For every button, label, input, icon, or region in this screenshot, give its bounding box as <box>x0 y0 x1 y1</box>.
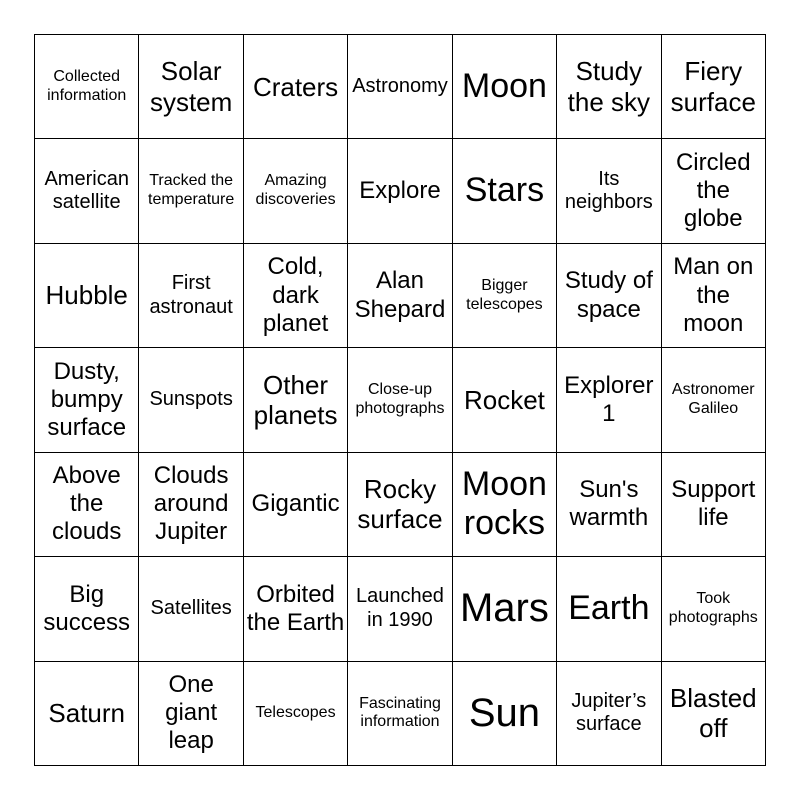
cell-text: Its neighbors <box>564 167 653 214</box>
bingo-cell[interactable] <box>35 662 139 766</box>
cell-text: Moon rocks <box>461 464 547 543</box>
cell-text: Collected information <box>47 67 127 104</box>
bingo-cell[interactable] <box>557 348 661 452</box>
bingo-cell[interactable] <box>35 557 139 661</box>
cell-text: Craters <box>252 71 339 102</box>
cell-text: Sun <box>468 690 540 735</box>
bingo-cell[interactable] <box>348 557 452 661</box>
cell-text: Bigger telescopes <box>466 276 543 313</box>
cell-text: Astronomy <box>352 75 448 98</box>
cell-text: Alan Shepard <box>354 267 446 323</box>
cell-text: First astronaut <box>149 272 233 318</box>
bingo-cell[interactable] <box>453 453 557 557</box>
cell-text: Clouds around Jupiter <box>153 462 229 546</box>
cell-text: Rocky surface <box>357 474 443 535</box>
bingo-cell[interactable] <box>348 348 452 452</box>
cell-text: Tracked the temperature <box>148 172 235 209</box>
bingo-cell[interactable] <box>557 453 661 557</box>
cell-text: American satellite <box>44 167 129 214</box>
bingo-cell[interactable] <box>453 348 557 452</box>
bingo-cell[interactable] <box>139 244 243 348</box>
cell-text: One giant leap <box>165 671 218 755</box>
bingo-cell[interactable] <box>35 244 139 348</box>
bingo-cell[interactable] <box>35 348 139 452</box>
bingo-cell[interactable] <box>244 244 348 348</box>
cell-text: Amazing discoveries <box>255 172 336 209</box>
bingo-cell[interactable] <box>139 348 243 452</box>
bingo-cell[interactable] <box>453 244 557 348</box>
cell-text: Big success <box>43 580 131 636</box>
bingo-cell[interactable] <box>35 139 139 243</box>
bingo-cell[interactable] <box>139 139 243 243</box>
cell-text: Moon <box>461 66 547 105</box>
bingo-cell[interactable] <box>557 139 661 243</box>
cell-text: Fiery surface <box>670 56 756 117</box>
cell-text: Astronomer Galileo <box>671 381 755 417</box>
bingo-cell[interactable] <box>348 453 452 557</box>
bingo-cell[interactable] <box>557 244 661 348</box>
bingo-cell[interactable] <box>662 244 766 348</box>
cell-text: Explore <box>359 177 441 205</box>
cell-text: Sun's warmth <box>569 476 649 532</box>
cell-text: Man on the moon <box>673 253 754 337</box>
cell-text: Jupiter’s surface <box>571 689 647 736</box>
bingo-cell[interactable] <box>453 662 557 766</box>
cell-text: Took photographs <box>668 590 758 626</box>
bingo-cell[interactable] <box>453 35 557 139</box>
cell-text: Support life <box>671 476 756 532</box>
bingo-cell[interactable] <box>139 557 243 661</box>
bingo-cell[interactable] <box>453 557 557 661</box>
cell-text: Stars <box>464 171 545 210</box>
bingo-cell[interactable] <box>35 453 139 557</box>
bingo-cell[interactable] <box>662 453 766 557</box>
bingo-cell[interactable] <box>348 139 452 243</box>
cell-text: Gigantic <box>251 490 340 518</box>
bingo-cell[interactable] <box>244 557 348 661</box>
bingo-cell[interactable] <box>557 662 661 766</box>
bingo-cell[interactable] <box>453 139 557 243</box>
cell-text: Saturn <box>48 698 126 729</box>
bingo-cell[interactable] <box>244 453 348 557</box>
bingo-cell[interactable] <box>244 139 348 243</box>
bingo-cell[interactable] <box>348 244 452 348</box>
bingo-cell[interactable] <box>557 35 661 139</box>
bingo-cell[interactable] <box>348 35 452 139</box>
cell-text: Study the sky <box>567 56 651 117</box>
bingo-cell[interactable] <box>662 662 766 766</box>
bingo-cell[interactable] <box>35 35 139 139</box>
cell-text: Blasted off <box>669 682 757 744</box>
cell-text: Hubble <box>45 280 128 311</box>
bingo-cell[interactable] <box>662 348 766 452</box>
cell-text: Other planets <box>253 369 338 430</box>
cell-text: Sunspots <box>149 388 233 411</box>
cell-text: Cold, dark planet <box>262 253 329 337</box>
bingo-cell[interactable] <box>139 35 243 139</box>
cell-text: Telescopes <box>255 703 336 721</box>
bingo-cell[interactable] <box>662 139 766 243</box>
cell-text: Rocket <box>463 384 545 415</box>
cell-text: Launched in 1990 <box>356 585 444 631</box>
cell-text: Solar system <box>149 56 233 117</box>
cell-text: Orbited the Earth <box>246 580 345 636</box>
bingo-cell[interactable] <box>244 662 348 766</box>
bingo-cell[interactable] <box>662 557 766 661</box>
bingo-cell[interactable] <box>244 35 348 139</box>
cell-text: Mars <box>459 586 549 631</box>
cell-text: Explorer 1 <box>564 371 654 427</box>
cell-text: Earth <box>568 588 650 627</box>
cell-text: Close-up photographs <box>355 381 445 417</box>
bingo-cell[interactable] <box>348 662 452 766</box>
cell-text: Fascinating information <box>359 694 441 731</box>
cell-text: Dusty, bumpy surface <box>47 357 127 442</box>
bingo-cell[interactable] <box>557 557 661 661</box>
bingo-cell[interactable] <box>244 348 348 452</box>
bingo-cell[interactable] <box>662 35 766 139</box>
cell-text: Satellites <box>150 597 232 620</box>
cell-text: Circled the globe <box>675 149 751 233</box>
bingo-cell[interactable] <box>139 662 243 766</box>
bingo-board <box>34 34 766 766</box>
cell-text: Above the clouds <box>52 462 122 546</box>
bingo-cell[interactable] <box>139 453 243 557</box>
cell-text: Study of space <box>564 267 653 323</box>
